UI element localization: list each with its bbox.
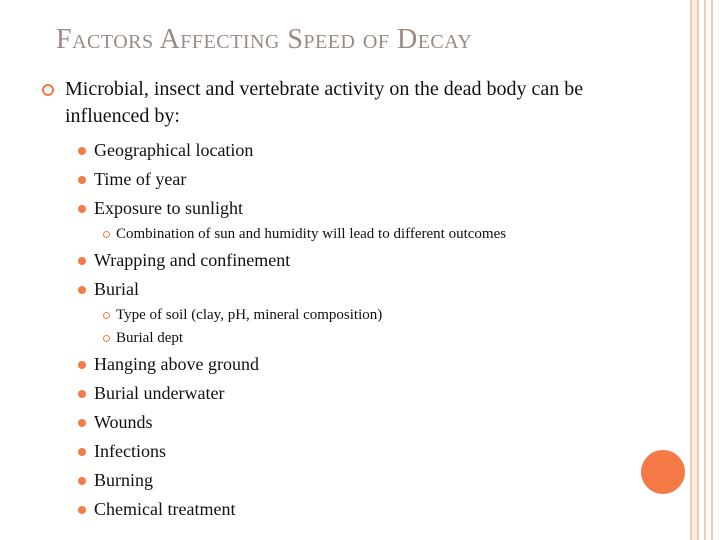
dot-bullet-icon — [78, 361, 86, 369]
factor-item — [65, 408, 670, 437]
factor-item — [65, 165, 670, 194]
dot-bullet-icon — [78, 477, 86, 485]
dot-bullet-icon — [78, 419, 86, 427]
slide-body — [40, 76, 670, 524]
factor-item — [65, 350, 670, 379]
right-border-line — [711, 0, 713, 540]
factor-label: Burial — [94, 279, 139, 299]
factor-label: Burning — [94, 470, 154, 490]
factor-label: Exposure to sunlight — [94, 198, 243, 218]
factor-item — [65, 466, 670, 495]
factor-label: Geographical location — [94, 140, 254, 160]
factor-subitem — [65, 304, 670, 327]
factor-item — [65, 437, 670, 466]
factor-subitem-label: Burial dept — [116, 330, 184, 346]
factor-item — [65, 194, 670, 223]
dot-bullet-icon — [78, 448, 86, 456]
factor-label: Chemical treatment — [94, 499, 236, 519]
factor-item — [65, 246, 670, 275]
factor-subitem-label: Type of soil (clay, pH, mineral composition) — [116, 307, 383, 323]
intro-text: Microbial, insect and vertebrate activity on the dead body can be influenced by: — [65, 78, 584, 127]
factor-item — [65, 379, 670, 408]
right-border-line — [704, 0, 706, 540]
factor-subitem-label: Combination of sun and humidity will lead to different outcomes — [116, 226, 507, 242]
factor-item — [65, 275, 670, 304]
right-border-line — [690, 0, 692, 540]
factor-label: Wounds — [94, 412, 153, 432]
slide-title: Factors Affecting Speed of Decay — [56, 24, 473, 55]
intro-bullet — [40, 76, 670, 130]
small-ring-bullet-icon — [103, 335, 110, 342]
dot-bullet-icon — [78, 506, 86, 514]
factor-label: Hanging above ground — [94, 354, 259, 374]
ring-bullet-icon — [42, 84, 54, 96]
small-ring-bullet-icon — [103, 231, 110, 238]
dot-bullet-icon — [78, 147, 86, 155]
factor-label: Time of year — [94, 169, 187, 189]
factor-item — [65, 495, 670, 524]
dot-bullet-icon — [78, 205, 86, 213]
factor-label: Burial underwater — [94, 383, 225, 403]
factor-label: Wrapping and confinement — [94, 250, 291, 270]
factor-list — [65, 136, 670, 524]
factor-label: Infections — [94, 441, 166, 461]
dot-bullet-icon — [78, 286, 86, 294]
dot-bullet-icon — [78, 176, 86, 184]
dot-bullet-icon — [78, 257, 86, 265]
factor-subitem — [65, 327, 670, 350]
factor-item — [65, 136, 670, 165]
right-border-line — [697, 0, 699, 540]
small-ring-bullet-icon — [103, 312, 110, 319]
dot-bullet-icon — [78, 390, 86, 398]
factor-subitem — [65, 223, 670, 246]
